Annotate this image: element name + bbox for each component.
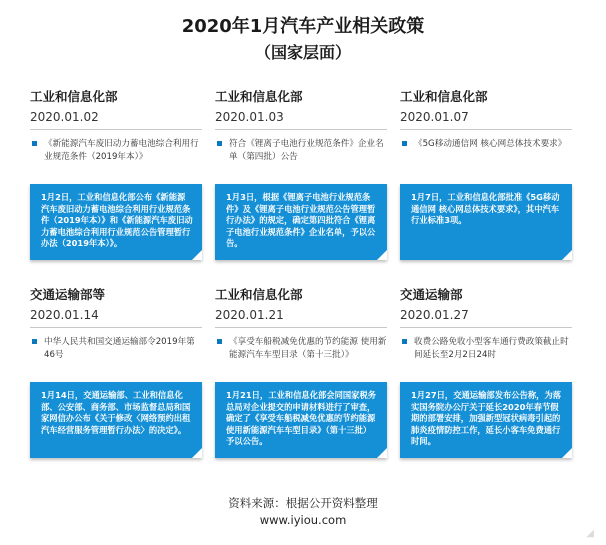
policy-item: [400, 138, 572, 168]
policy-column: [215, 286, 387, 366]
policy-date: 2020.01.27: [400, 308, 469, 322]
policy-item-text: 中华人民共和国交通运输部令2019年第46号: [44, 337, 195, 360]
divider: [215, 327, 387, 328]
policy-date: 2020.01.07: [400, 110, 469, 124]
department-name: 交通运输部等: [30, 287, 106, 302]
policy-detail-box: 1月2日，工业和信息化部公布《新能源汽车废旧动力蓄电池综合利用行业规范条件（2019年本）》和《新能源汽车废旧动力蓄电池综合利用行业规范公告管理暂行办法（2019年本）》。: [30, 184, 202, 260]
watermark-logo-icon: ◢: [586, 528, 594, 539]
square-bullet-icon: [32, 141, 37, 146]
policy-item-text: 《新能源汽车废旧动力蓄电池综合利用行业规范条件（2019年本）》: [44, 139, 199, 162]
source-url: www.iyiou.com: [259, 513, 347, 527]
page-subtitle: （国家层面）: [254, 43, 351, 62]
square-bullet-icon: [217, 339, 222, 344]
divider: [30, 327, 202, 328]
department-name: 工业和信息化部: [215, 89, 303, 104]
policy-column: [400, 88, 572, 168]
square-bullet-icon: [217, 141, 222, 146]
policy-column: [30, 286, 202, 366]
policy-detail-box: 1月7日，工业和信息化部批准《5G移动通信网 核心网总体技术要求》，其中汽车行业标准3项。: [400, 184, 572, 260]
policy-column: [400, 286, 572, 366]
policy-item: [30, 336, 202, 366]
policy-item-text: 收费公路免收小型客车通行费政策截止时间延长至2月2日24时: [414, 337, 569, 360]
policy-item-text: 《享受车船税减免优惠的节约能源 使用新能源汽车车型目录（第十三批）》: [229, 337, 387, 360]
policy-item: [30, 138, 202, 168]
department-name: 工业和信息化部: [30, 89, 118, 104]
policy-detail-box: 1月27日，交通运输部发布公告称，为落实国务院办公厅关于延长2020年春节假期的部署安排，加强新型冠状病毒引起的肺炎疫情防控工作，延长小客车免费通行时间。: [400, 382, 572, 458]
divider: [30, 129, 202, 130]
department-name: 交通运输部: [400, 287, 463, 302]
policy-item-text: 符合《锂离子电池行业规范条件》企业名单（第四批）公告: [229, 139, 384, 162]
divider: [215, 129, 387, 130]
source-note: 资料来源：根据公开资料整理: [228, 496, 378, 510]
page-title: 2020年1月汽车产业相关政策: [181, 16, 425, 37]
policy-detail-box: 1月3日，根据《锂离子电池行业规范条件》及《锂离子电池行业规范公告管理暂行办法》的规定，确定第四批符合《锂离子电池行业规范条件》企业名单，予以公告。: [215, 184, 387, 260]
divider: [400, 327, 572, 328]
policy-date: 2020.01.02: [30, 110, 99, 124]
policy-item-text: 《5G移动通信网 核心网总体技术要求》: [414, 139, 567, 149]
policy-date: 2020.01.14: [30, 308, 99, 322]
policy-date: 2020.01.21: [215, 308, 284, 322]
policy-detail-box: 1月21日，工业和信息化部会同国家税务总局对企业提交的申请材料进行了审查，确定了《享受车船税减免优惠的节约能源 使用新能源汽车车型目录》（第十三批）予以公告。: [215, 382, 387, 458]
divider: [400, 129, 572, 130]
policy-detail-box: 1月14日，交通运输部、工业和信息化部、公安部、商务部、市场监督总局和国家网信办公布《关于修改〈网络预约出租汽车经营服务管理暂行办法〉的决定》。: [30, 382, 202, 458]
policy-column: [215, 88, 387, 168]
square-bullet-icon: [402, 141, 407, 146]
policy-date: 2020.01.03: [215, 110, 284, 124]
policy-item: [215, 138, 387, 168]
policy-item: [215, 336, 387, 366]
policy-column: [30, 88, 202, 168]
department-name: 工业和信息化部: [215, 287, 303, 302]
department-name: 工业和信息化部: [400, 89, 488, 104]
square-bullet-icon: [402, 339, 407, 344]
square-bullet-icon: [32, 339, 37, 344]
policy-item: [400, 336, 572, 366]
